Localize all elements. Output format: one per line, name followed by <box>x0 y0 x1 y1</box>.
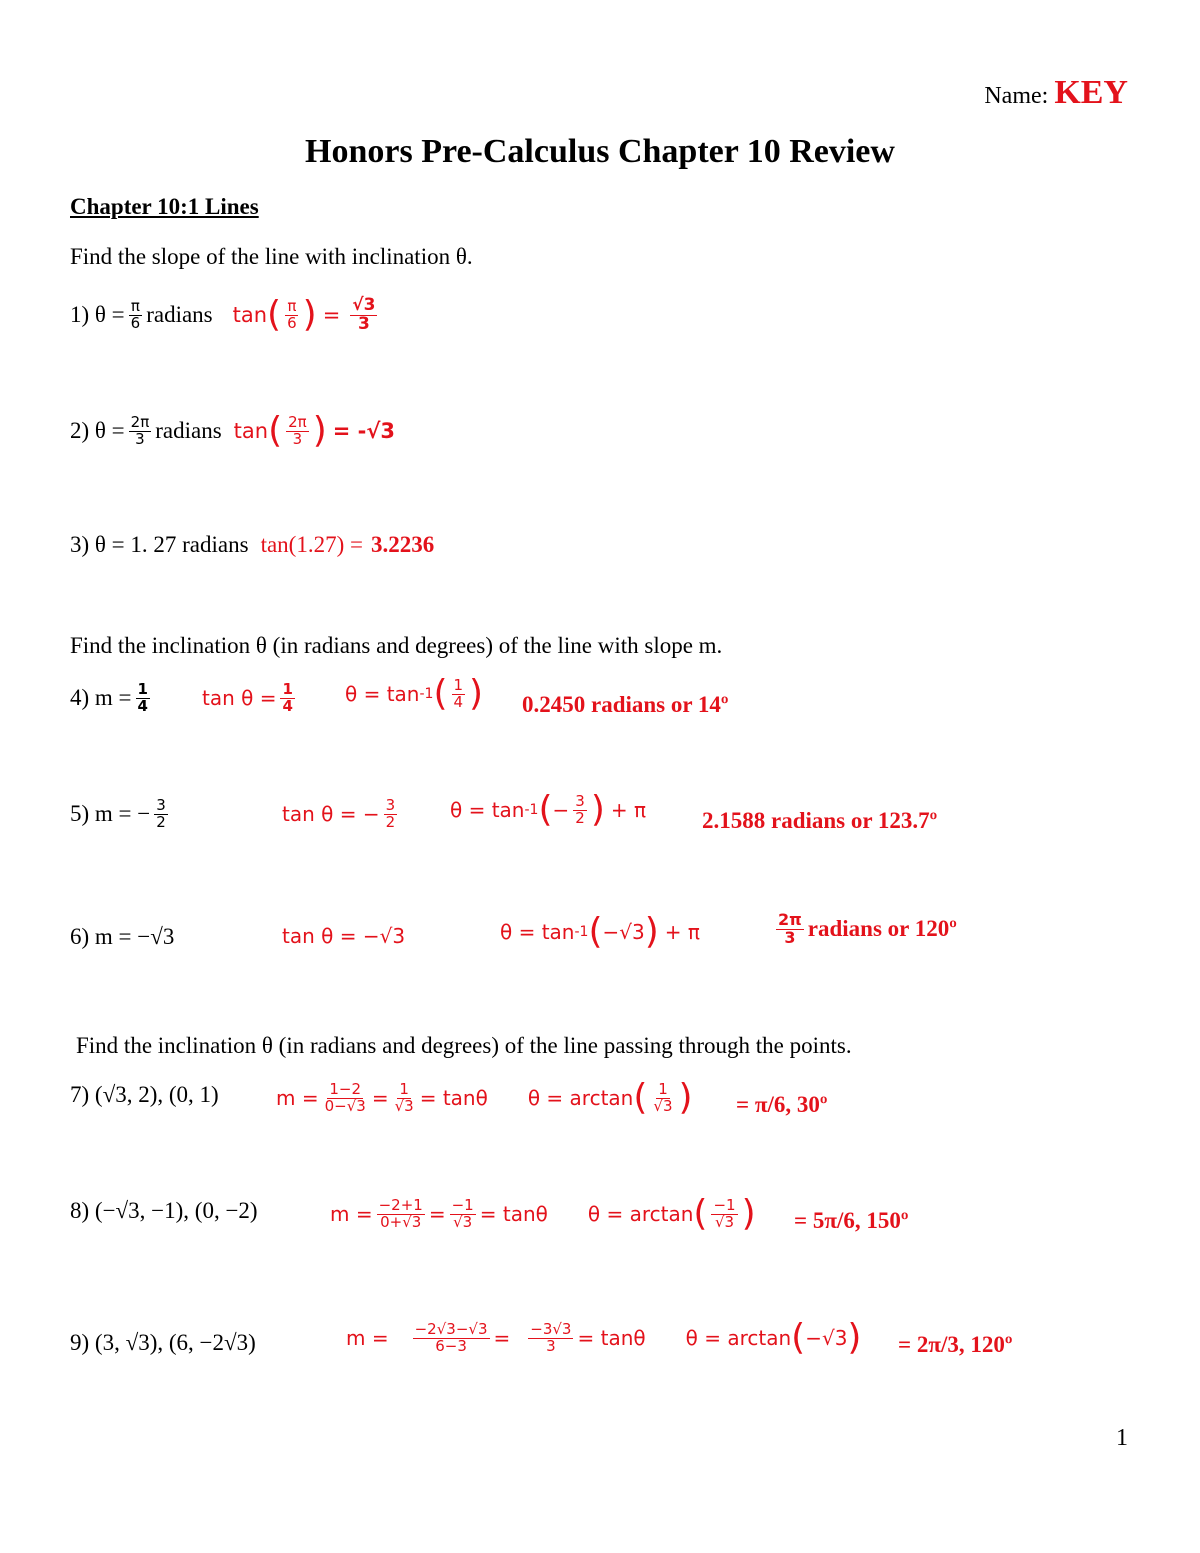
problem-3 <box>70 532 434 558</box>
problem-7 <box>70 1082 219 1108</box>
instruction-inclination-points: Find the inclination θ (in radians and degrees) of the line passing through the points. <box>76 1033 852 1058</box>
problem-8 <box>70 1198 258 1224</box>
problem-3-answer: 3.2236 <box>370 532 435 557</box>
problem-7-work: m = $\frac{1-2}{0-√3}$ = $\frac{1}{√3}$ = tanθ θ = arctan ( $\frac{1}{√3}$ ) <box>276 1077 693 1118</box>
problem-2-unit: radians <box>155 418 222 443</box>
problem-7-answer: = π/6, 30º <box>736 1092 828 1117</box>
problem-3-label: 3) θ = 1. 27 radians <box>70 532 249 557</box>
problem-7-label: 7) (√3, 2), (0, 1) <box>70 1082 219 1107</box>
problem-9-label: 9) (3, √3), (6, −2√3) <box>70 1330 256 1355</box>
problem-4-answer: 0.2450 radians or 14º <box>522 692 729 717</box>
problem-6-answer: $\frac{2\pi}{3}$ radians or 120º <box>778 910 957 947</box>
problem-2 <box>70 410 395 451</box>
problem-3-work: tan(1.27) = <box>260 532 363 557</box>
problem-6 <box>70 924 174 950</box>
problem-5: 5) m = − $\frac{3}{2}$ <box>70 796 166 831</box>
problem-4-step1: tan θ = $\frac{1}{4}$ <box>202 680 293 715</box>
problem-9-work: m = $\frac{-2√3-√3}{6-3}$ = $\frac{-3√3}{3}$ = tanθ θ = arctan ( −√3 ) <box>346 1317 862 1358</box>
problem-2-fraction: $\frac{2\pi}{3}$ <box>130 412 150 448</box>
problem-6-step2: θ = tan -1 ( −√3 ) + π <box>500 911 700 952</box>
name-value: KEY <box>1054 74 1128 111</box>
instruction-slope: Find the slope of the line with inclination θ. <box>70 244 473 269</box>
problem-5-answer: 2.1588 radians or 123.7º <box>702 808 938 833</box>
page-number: 1 <box>1116 1425 1128 1451</box>
problem-9 <box>70 1330 256 1356</box>
problem-1-fraction: $\frac{\pi}{6}$ <box>130 297 141 332</box>
problem-6-step1: tan θ = −√3 <box>282 924 406 948</box>
problem-9-answer: = 2π/3, 120º <box>898 1332 1013 1357</box>
name-field <box>984 74 1128 112</box>
page-title: Honors Pre-Calculus Chapter 10 Review <box>305 133 895 170</box>
problem-1-answer: tan ( $\frac{\pi}{6}$ ) = $\frac{√3}{3}$ <box>232 294 376 336</box>
section-heading: Chapter 10:1 Lines <box>70 194 259 219</box>
problem-1 <box>70 294 381 336</box>
problem-1-label: 1) θ = <box>70 302 125 328</box>
problem-8-answer: = 5π/6, 150º <box>794 1208 909 1233</box>
problem-4-label: 4) m = <box>70 685 132 711</box>
problem-6-label: 6) m = −√3 <box>70 924 175 949</box>
problem-4: 4) m = $\frac{1}{4}$ <box>70 680 148 715</box>
problem-8-label: 8) (−√3, −1), (0, −2) <box>70 1198 258 1223</box>
problem-2-answer: tan ( $\frac{2\pi}{3}$ ) = -√3 <box>233 410 395 451</box>
problem-4-step2: θ = tan -1 ( $\frac{1}{4}$ ) <box>345 673 484 714</box>
problem-2-label: 2) θ = <box>70 418 125 443</box>
problem-8-work: m = $\frac{-2+1}{0+√3}$ = $\frac{-1}{√3}$ = tanθ θ = arctan ( $\frac{-1}{√3}$ ) <box>330 1193 756 1234</box>
problem-5-step1: tan θ = − $\frac{3}{2}$ <box>282 796 396 831</box>
name-label: Name: <box>984 83 1049 109</box>
instruction-inclination-slope: Find the inclination θ (in radians and degrees) of the line with slope m. <box>70 633 723 658</box>
problem-5-step2: θ = tan -1 ( − $\frac{3}{2}$ ) + π <box>450 789 647 830</box>
problem-5-label: 5) m = − <box>70 801 151 827</box>
problem-1-unit: radians <box>146 302 213 328</box>
